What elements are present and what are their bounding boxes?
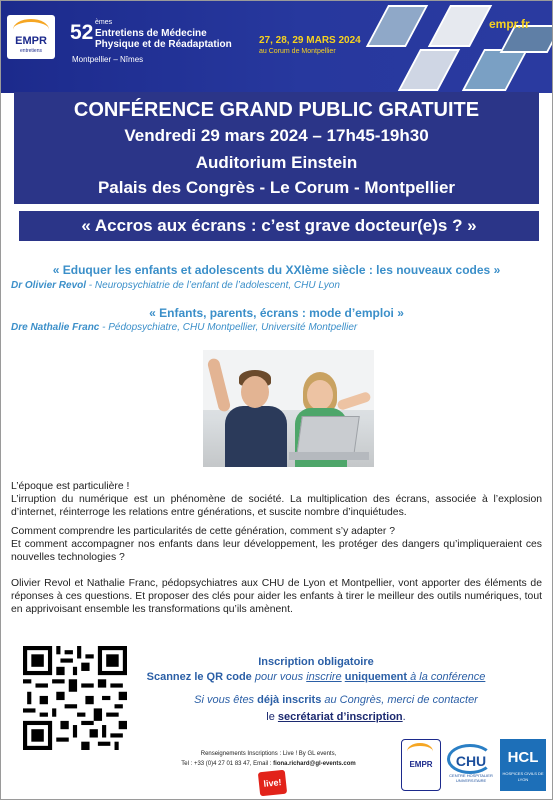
edition-line-1: Entretiens de Médecine [95, 28, 207, 39]
footer-phone: Tel : +33 (0)4 27 01 83 47, Email : [181, 761, 274, 767]
already-registered: déjà inscrits [257, 694, 322, 706]
chu-logo [445, 742, 497, 783]
contact-prefix: le [266, 711, 278, 723]
logo-text: HCL [507, 749, 539, 766]
congress-venue: au Corum de Montpellier [259, 48, 336, 55]
footer-line-1: Renseignements Inscriptions : Live ! By GL events, [200, 751, 337, 757]
logo-text: EMPR [409, 760, 433, 769]
empr-logo [7, 15, 55, 59]
contact-suffix: . [402, 711, 406, 723]
logo-arc-icon [407, 743, 433, 760]
congress-text: Si vous êtes [194, 694, 258, 706]
conference-datetime: Vendredi 29 mars 2024 – 17h45-19h30 [124, 126, 429, 145]
header-banner [1, 1, 552, 93]
edition-number: 52 [70, 21, 94, 44]
website-label: empr.fr [489, 17, 530, 31]
inscription-heading: Inscription obligatoire [258, 656, 374, 668]
conference-title-box [14, 92, 539, 204]
congress-text: au Congrès, merci de contacter [321, 694, 478, 706]
conference-room: Auditorium Einstein [195, 153, 358, 172]
edition-location: Montpellier – Nîmes [72, 55, 144, 64]
scan-label: Scannez le QR code [146, 671, 252, 683]
photo-figure [307, 380, 333, 410]
laptop-base [289, 452, 369, 460]
speaker-affiliation: - Pédopsychiatre, CHU Montpellier, Université Montpellier [99, 322, 358, 333]
edition-superscript: èmes [95, 19, 113, 26]
collage-tile [366, 5, 428, 47]
talk-1-title: « Eduquer les enfants et adolescents du XXIème siècle : les nouveaux codes » [52, 263, 501, 277]
qr-code-icon [23, 646, 127, 750]
theme-title: « Accros aux écrans : c’est grave docteur(e)s ? » [81, 216, 477, 235]
talk-2-title: « Enfants, parents, écrans : mode d’emploi » [149, 306, 404, 320]
register-link[interactable]: inscrire [306, 671, 342, 683]
conference-title: CONFÉRENCE GRAND PUBLIC GRATUITE [73, 99, 480, 121]
contact-footer [156, 749, 381, 769]
laptop-icon [296, 416, 360, 456]
congress-note [141, 694, 531, 706]
body-paragraph-4: Olivier Revol et Nathalie Franc, pédopsychiatres aux CHU de Lyon et Montpellier, vont apporter des éléments de réponses à ces questions. Et proposer des clés pour aider les enfants à tirer le meilleur des outils numériques, tout en apprivoisant ensemble les transformations qu’ils amènent. [11, 578, 542, 615]
body-paragraph-1: L’irruption du numérique est un phénomène de société. La multiplication des écrans, associée à l’explosion d’internet, réinterroge les relations entre générations, et suscite nombre d’inquiétudes. [11, 494, 542, 518]
footer-email[interactable]: fiona.richard@gl-events.com [273, 761, 356, 767]
scan-instruction [101, 671, 531, 683]
theme-box [19, 211, 539, 241]
contact-line [201, 711, 471, 723]
edition-title [95, 28, 265, 50]
speaker-name: Dre Nathalie Franc [11, 322, 100, 333]
edition-line-2: Physique et de Réadaptation [95, 39, 232, 50]
speaker-affiliation: - Neuropsychiatrie de l’enfant de l’adolescent, CHU Lyon [86, 280, 340, 291]
congress-dates: 27, 28, 29 MARS 2024 [259, 35, 361, 46]
collage-tile [398, 49, 460, 91]
footer-line-2 [156, 759, 381, 769]
talk-1-speaker [11, 280, 340, 291]
talk-2-speaker [11, 322, 357, 333]
body-paragraph-2: Comment comprendre les particularités de cette génération, comment s’y adapter ? [11, 526, 396, 537]
live-logo: live! [258, 770, 287, 797]
conference-venue: Palais des Congrès - Le Corum - Montpellier [97, 178, 456, 197]
scan-text: pour vous [251, 671, 307, 683]
children-laptop-photo [203, 350, 374, 467]
hcl-logo [500, 739, 546, 791]
logo-text: CHU [455, 753, 487, 769]
qr-code[interactable] [23, 646, 127, 750]
logo-subtext: HOSPICES CIVILS DE LYON [502, 771, 544, 782]
secretariat-link[interactable]: secrétariat d’inscription [277, 711, 403, 723]
body-paragraph-3: Et comment accompagner nos enfants dans leur développement, les protéger des dangers qu’impliqueraient ces nouvelles technologies ? [11, 539, 542, 563]
conference-link[interactable]: à la conférence [407, 671, 486, 683]
photo-figure [225, 406, 287, 467]
empr-footer-logo [401, 739, 441, 791]
logo-subtext: entretiens [20, 48, 42, 54]
logo-text: EMPR [15, 35, 47, 47]
collage-tile [462, 49, 528, 91]
logo-subtext: CENTRE HOSPITALIER UNIVERSITAIRE [449, 773, 493, 783]
only-label: uniquement [344, 671, 408, 683]
collage-tile [428, 5, 492, 47]
intro-paragraph: L’époque est particulière ! [11, 481, 130, 492]
photo-figure [241, 376, 269, 408]
speaker-name: Dr Olivier Revol [11, 280, 87, 291]
